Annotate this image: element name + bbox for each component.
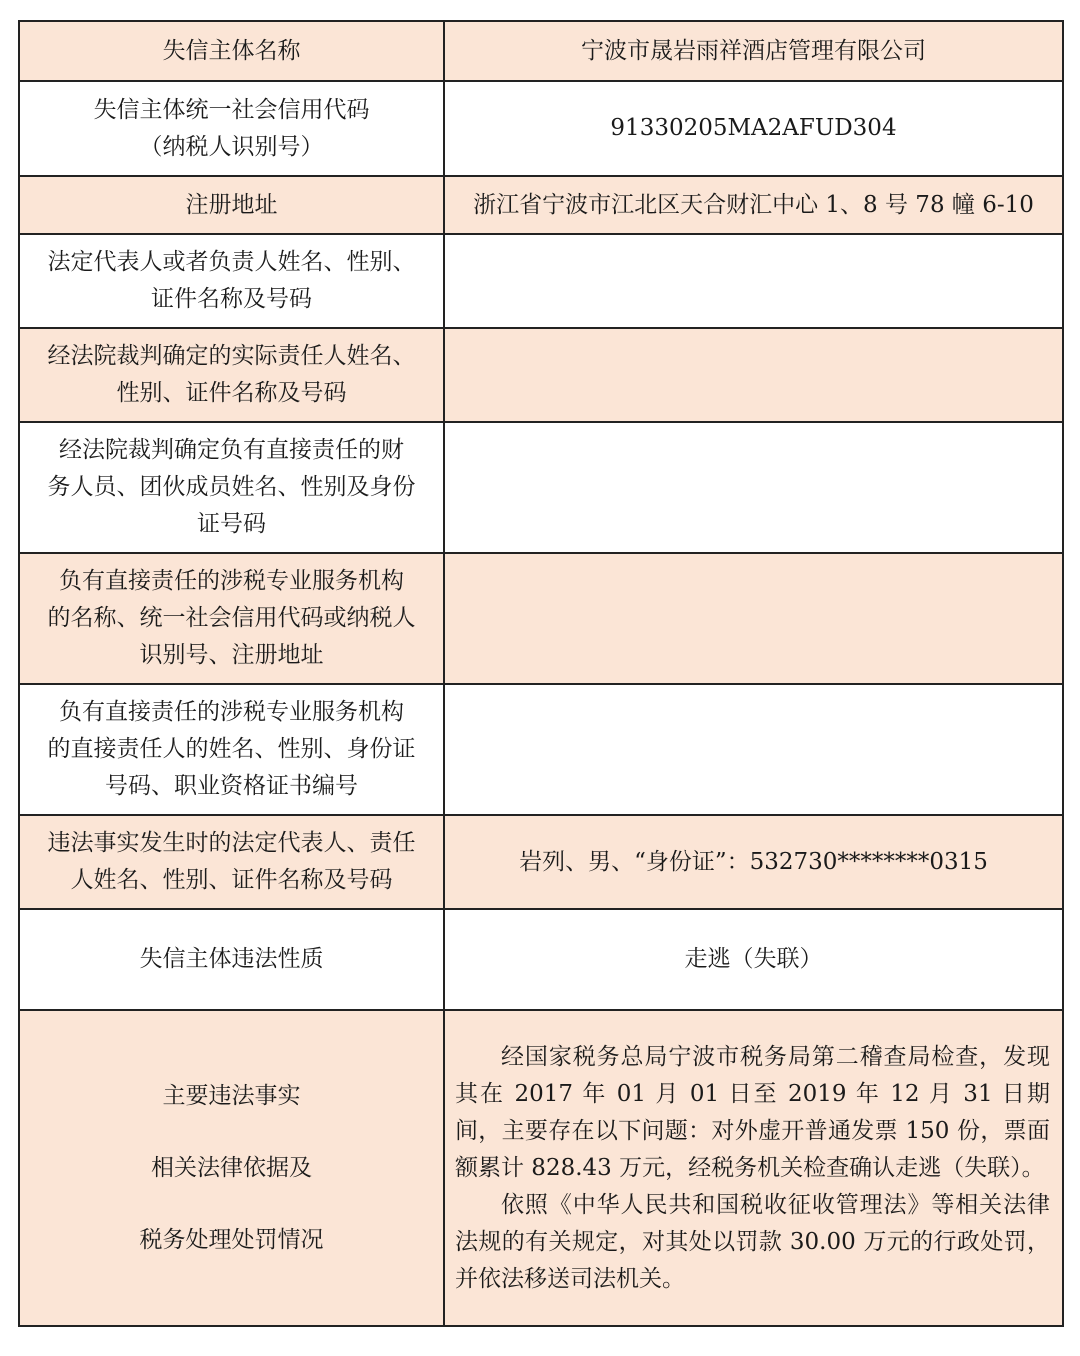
row-label — [19, 21, 444, 81]
row-label — [19, 684, 444, 815]
label-line: 违法事实发生时的法定代表人、责任 — [47, 830, 416, 856]
label-line: 号码、职业资格证书编号 — [105, 773, 358, 799]
row-label — [19, 422, 444, 553]
row-violation-facts — [19, 1010, 1063, 1326]
label-line: 的名称、统一社会信用代码或纳税人 — [47, 605, 416, 631]
label-line: 证件名称及号码 — [151, 286, 312, 312]
row-value — [444, 422, 1063, 553]
value-line: 91330205MA2AFUD304 — [610, 115, 897, 141]
row-violation-nature — [19, 909, 1063, 1010]
label-line: 经法院裁判确定负有直接责任的财 — [59, 437, 404, 463]
value-line: 走逃（失联） — [684, 946, 823, 972]
facts-paragraph: 经国家税务总局宁波市税务局第二稽查局检查，发现其在 2017 年 01 月 01 日至 2019 年 12 月 31 日期间，主要存在以下问题：对外虚开普通发票 150 份，票面额累计 828.43 万元，经税务机关检查确认走逃（失联）。 — [455, 1043, 1050, 1181]
label-line: 负有直接责任的涉税专业服务机构 — [59, 699, 404, 725]
row-value — [444, 176, 1063, 234]
row-finance-staff — [19, 422, 1063, 553]
label-line: 法定代表人或者负责人姓名、性别、 — [47, 249, 416, 275]
label-line: 人姓名、性别、证件名称及号码 — [70, 867, 393, 893]
row-legal-representative — [19, 234, 1063, 328]
row-label — [19, 328, 444, 422]
row-label — [19, 909, 444, 1010]
label-line: （纳税人识别号） — [139, 133, 324, 160]
row-value — [444, 553, 1063, 684]
row-value — [444, 909, 1063, 1010]
row-value — [444, 684, 1063, 815]
label-line: 税务处理处罚情况 — [139, 1227, 324, 1253]
label-line: 务人员、团伙成员姓名、性别及身份 — [47, 474, 416, 500]
label-line: 经法院裁判确定的实际责任人姓名、 — [47, 343, 416, 369]
label-line: 识别号、注册地址 — [139, 642, 324, 668]
label-line: 性别、证件名称及号码 — [116, 380, 347, 406]
row-label — [19, 234, 444, 328]
row-actual-responsible-person — [19, 328, 1063, 422]
row-value — [444, 328, 1063, 422]
row-tax-agency-person — [19, 684, 1063, 815]
value-line: 浙江省宁波市江北区天合财汇中心 1、8 号 78 幢 6-10 — [473, 191, 1034, 218]
value-line: 宁波市晟岩雨祥酒店管理有限公司 — [581, 37, 926, 64]
row-entity-name — [19, 21, 1063, 81]
label-line: 失信主体名称 — [162, 37, 301, 64]
row-value — [444, 21, 1063, 81]
row-label — [19, 553, 444, 684]
row-value — [444, 815, 1063, 909]
row-registered-address — [19, 176, 1063, 234]
row-credit-code — [19, 81, 1063, 176]
label-line: 负有直接责任的涉税专业服务机构 — [59, 568, 404, 594]
label-line: 失信主体违法性质 — [139, 946, 324, 972]
row-label — [19, 1010, 444, 1326]
row-tax-agency — [19, 553, 1063, 684]
label-line: 主要违法事实 — [162, 1083, 301, 1109]
row-value — [444, 1010, 1063, 1326]
row-label — [19, 81, 444, 176]
facts-paragraph: 依照《中华人民共和国税收征收管理法》等相关法律法规的有关规定，对其处以罚款 30.00 万元的行政处罚，并依法移送司法机关。 — [455, 1191, 1050, 1292]
row-label — [19, 176, 444, 234]
tax-dishonesty-notice-table — [18, 20, 1064, 1327]
label-line: 证号码 — [197, 511, 266, 537]
label-line: 的直接责任人的姓名、性别、身份证 — [47, 736, 416, 762]
row-label — [19, 815, 444, 909]
label-line: 失信主体统一社会信用代码 — [93, 96, 370, 123]
row-value — [444, 234, 1063, 328]
label-line: 相关法律依据及 — [151, 1155, 312, 1181]
row-value — [444, 81, 1063, 176]
row-representative-at-violation — [19, 815, 1063, 909]
value-line: 岩列、男、“身份证”：532730********0315 — [519, 848, 988, 875]
label-line: 注册地址 — [185, 191, 278, 218]
